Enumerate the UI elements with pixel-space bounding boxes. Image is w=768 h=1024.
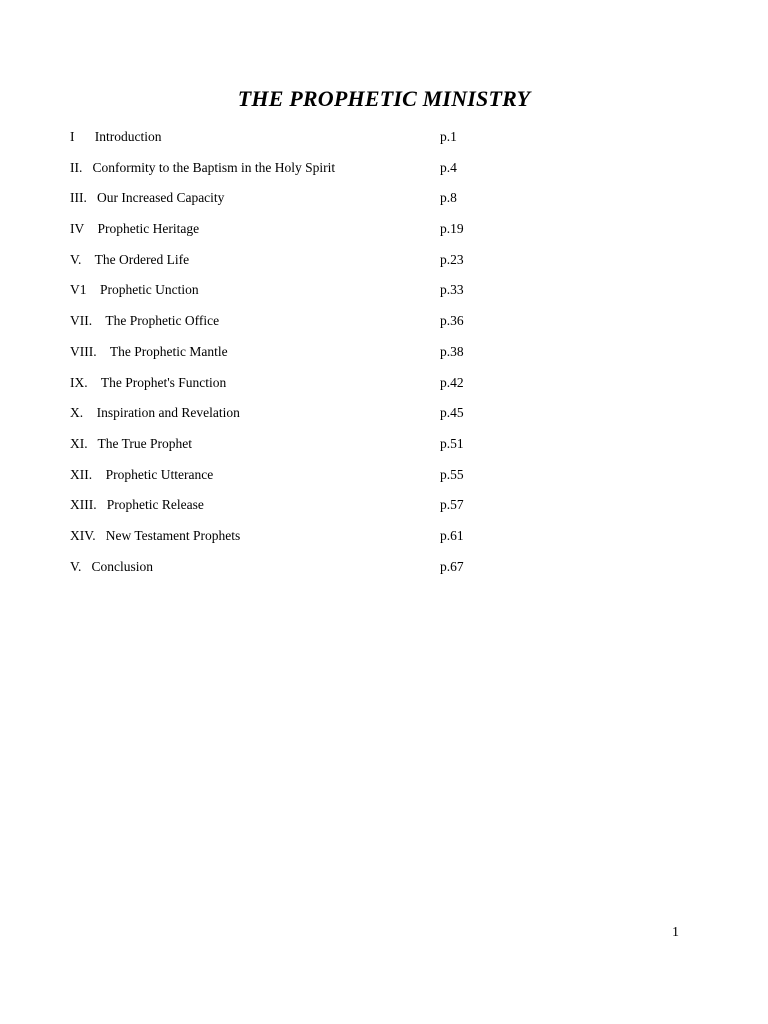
toc-row [70, 465, 490, 496]
toc-page-ref: p.45 [440, 405, 464, 421]
toc-page-ref: p.1 [440, 129, 457, 144]
toc-entry: XII. Prophetic Utterance [70, 466, 214, 482]
toc-entry: V. The Ordered Life [70, 251, 190, 267]
toc-row [70, 403, 490, 434]
toc-page-ref: p.36 [440, 313, 464, 329]
document-title: THE PROPHETIC MINISTRY [237, 86, 531, 111]
toc-entry: VII. The Prophetic Office [70, 313, 220, 329]
toc-row [70, 342, 490, 373]
toc-row [70, 434, 490, 465]
toc-entry: XI. The True Prophet [70, 435, 193, 451]
table-of-contents [70, 127, 490, 587]
toc-row [70, 127, 490, 158]
toc-page-ref: p.4 [440, 159, 457, 175]
toc-row [70, 219, 490, 250]
toc-entry: V. Conclusion [70, 558, 154, 574]
toc-row [70, 495, 490, 526]
toc-entry: III. Our Increased Capacity [70, 190, 225, 206]
toc-entry: XIV. New Testament Prophets [70, 527, 241, 543]
toc-entry: II. Conformity to the Baptism in the Holy Spirit [70, 159, 336, 175]
toc-page-ref: p.61 [440, 527, 464, 543]
toc-page-ref: p.23 [440, 251, 464, 267]
toc-page-ref: p.8 [440, 190, 457, 206]
toc-page-ref: p.38 [440, 343, 464, 359]
toc-row [70, 188, 490, 219]
toc-row [70, 158, 490, 189]
toc-page-ref: p.55 [440, 466, 464, 482]
toc-row [70, 280, 490, 311]
toc-page-ref: p.57 [440, 497, 464, 513]
toc-row [70, 557, 490, 588]
toc-page-ref: p.19 [440, 221, 464, 237]
toc-page-ref: p.33 [440, 282, 464, 298]
toc-entry: XIII. Prophetic Release [70, 497, 204, 513]
toc-entry: IX. The Prophet's Function [70, 374, 227, 390]
toc-entry: V1 Prophetic Unction [70, 282, 199, 298]
toc-row [70, 526, 490, 557]
toc-entry: IV Prophetic Heritage [70, 221, 200, 237]
toc-entry: I Introduction [70, 129, 162, 144]
toc-row [70, 311, 490, 342]
toc-row [70, 373, 490, 404]
toc-entry: X. Inspiration and Revelation [70, 405, 240, 421]
toc-page-ref: p.42 [440, 374, 464, 390]
toc-entry: VIII. The Prophetic Mantle [70, 343, 228, 359]
page-number: 1 [672, 925, 679, 940]
toc-page-ref: p.67 [440, 558, 464, 574]
toc-row [70, 250, 490, 281]
toc-page-ref: p.51 [440, 435, 464, 451]
